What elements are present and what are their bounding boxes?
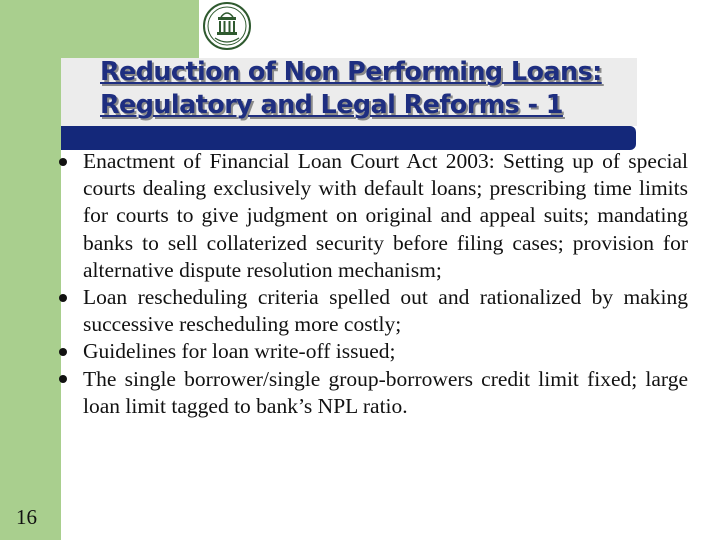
slide-title xyxy=(100,56,602,122)
bullet-item xyxy=(58,366,688,420)
top-accent-band xyxy=(61,0,199,58)
bullet-item xyxy=(58,338,688,365)
slide-title-line-2: Regulatory and Legal Reforms - 1 xyxy=(100,90,563,120)
title-underline-bar xyxy=(61,126,636,150)
bullet-dot-icon xyxy=(59,158,67,166)
left-accent-bar xyxy=(0,0,61,540)
bullet-dot-icon xyxy=(59,375,67,383)
bullet-list xyxy=(58,148,688,420)
bullet-dot-icon xyxy=(59,294,67,302)
bullet-text: Loan rescheduling criteria spelled out and rationalized by making successive rescheduling more costly; xyxy=(83,285,688,337)
bullet-item xyxy=(58,284,688,338)
slide-title-line-1: Reduction of Non Performing Loans: xyxy=(100,57,602,87)
bullet-text: Enactment of Financial Loan Court Act 2003: Setting up of special courts dealing exclusively with default loans; prescribing time limits for courts to give judgment on original and appeal suits; mandating banks to sell collaterized security before filing cases; provision for alternative dispute resolution mechanism; xyxy=(83,149,688,282)
emblem-logo-icon xyxy=(199,0,255,52)
bullet-dot-icon xyxy=(59,348,67,356)
bullet-text: The single borrower/single group-borrowers credit limit fixed; large loan limit tagged to bank’s NPL ratio. xyxy=(83,366,688,418)
bullet-item xyxy=(58,148,688,284)
bullet-text: Guidelines for loan write-off issued; xyxy=(83,339,396,364)
page-number: 16 xyxy=(16,505,37,529)
